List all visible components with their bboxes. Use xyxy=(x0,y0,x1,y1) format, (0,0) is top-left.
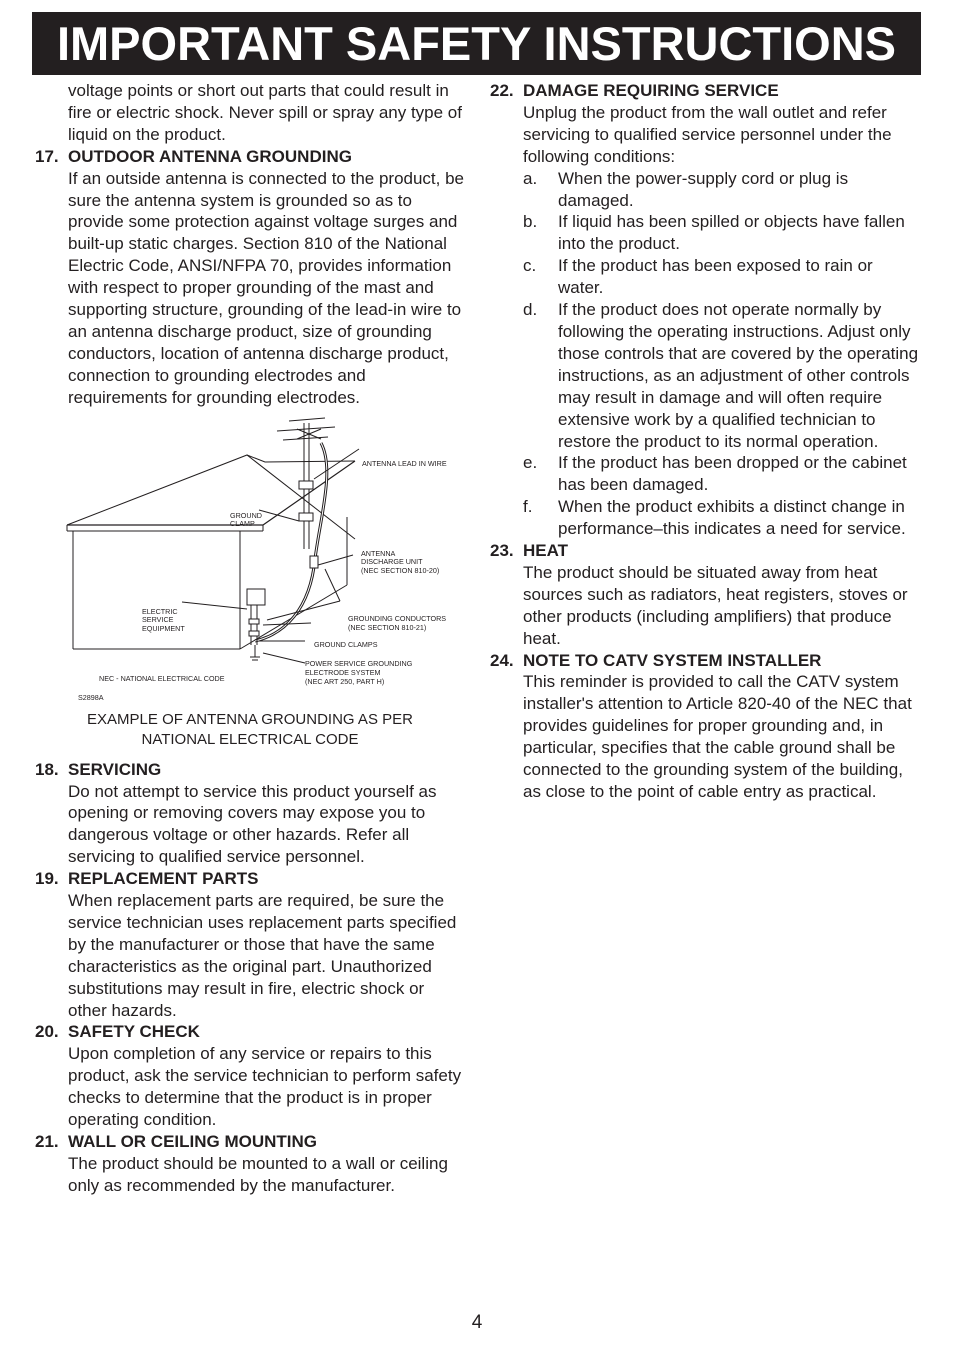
section-heading: SERVICING xyxy=(68,759,162,779)
section-number: 24. xyxy=(490,650,514,670)
condition-text: If liquid has been spilled or objects have fallen into the product. xyxy=(558,212,905,254)
condition-letter: f. xyxy=(523,497,533,517)
section-body: The product should be situated away from heat sources such as radiators, heat registers, stoves or other products (including amplifiers) that produce heat. xyxy=(523,562,908,648)
condition-text: If the product has been exposed to rain or water. xyxy=(558,256,873,298)
figure-caption-line1: EXAMPLE OF ANTENNA GROUNDING AS PER xyxy=(87,710,413,728)
right-column xyxy=(490,80,922,803)
section-heading: DAMAGE REQUIRING SERVICE xyxy=(523,81,779,100)
condition-text: When the power-supply cord or plug is damaged. xyxy=(558,168,849,210)
section-19 xyxy=(35,868,465,1021)
condition-item xyxy=(523,299,922,452)
section-body: When replacement parts are required, be sure the service technician uses replacement parts specified by the manufacturer or those that have the same characteristics as the original part. Unauthorized substitutions may result in fire, electric shock or other hazards. xyxy=(68,891,457,1020)
section-heading: OUTDOOR ANTENNA GROUNDING xyxy=(68,146,352,166)
antenna-grounding-figure xyxy=(35,409,465,759)
condition-item xyxy=(523,211,922,255)
antenna-discharge-unit-label: ANTENNA DISCHARGE UNIT xyxy=(361,548,423,567)
section-heading: SAFETY CHECK xyxy=(68,1022,200,1042)
condition-text: If the product does not operate normally by following the operating instructions. Adjust only those controls that are covered by the operating instructions, as an adjustment of other controls may result in damage and will often require extensive work by a qualified technician to restore the product to its normal operation. xyxy=(558,300,919,451)
section-body: Upon completion of any service or repairs to this product, ask the service technician to perform safety checks to determine that the product is in proper operating condition. xyxy=(68,1044,462,1130)
section-heading: REPLACEMENT PARTS xyxy=(68,869,259,889)
condition-item xyxy=(523,452,922,496)
ground-clamps-label: GROUND CLAMPS xyxy=(314,639,378,649)
section-number: 20. xyxy=(35,1022,59,1042)
section-24 xyxy=(490,650,922,803)
condition-item xyxy=(523,255,922,299)
section-body: The product should be mounted to a wall or ceiling only as recommended by the manufacturer. xyxy=(68,1153,448,1195)
section-17 xyxy=(35,146,465,409)
header-banner xyxy=(32,12,921,75)
section-body: Unplug the product from the wall outlet and refer servicing to qualified service personnel under the following conditions: xyxy=(523,102,892,166)
section-heading: WALL OR CEILING MOUNTING xyxy=(68,1132,318,1151)
section-number: 17. xyxy=(35,146,59,166)
figure-code-label: S2898A xyxy=(78,692,104,702)
condition-letter: a. xyxy=(523,168,538,188)
section-heading: NOTE TO CATV SYSTEM INSTALLER xyxy=(523,650,822,670)
condition-text: If the product has been dropped or the cabinet has been damaged. xyxy=(558,453,907,495)
section-heading: HEAT xyxy=(523,541,569,561)
antenna-lead-in-wire-label: ANTENNA LEAD IN WIRE xyxy=(362,458,447,468)
electrode-system-label: ELECTRODE SYSTEM xyxy=(305,667,381,677)
antenna-discharge-unit-ref: (NEC SECTION 810-20) xyxy=(361,565,440,575)
section-21 xyxy=(35,1131,465,1197)
electric-service-equipment-label: ELECTRIC SERVICE EQUIPMENT xyxy=(142,606,185,633)
figure-caption-line2: NATIONAL ELECTRICAL CODE xyxy=(141,730,359,748)
section-number: 23. xyxy=(490,541,514,561)
section-20 xyxy=(35,1021,465,1131)
condition-letter: b. xyxy=(523,212,538,232)
power-service-grounding-label: POWER SERVICE GROUNDING xyxy=(305,658,413,668)
section-23 xyxy=(490,540,922,650)
section-body: If an outside antenna is connected to the product, be sure the antenna system is grounded so as to provide some protection against voltage surges and built-up static charges. Section 810 of the National Electric Code, ANSI/NFPA 70, provides information with respect to proper grounding of the mast and supporting structure, grounding of the lead-in wire to an antenna discharge product, size of grounding conductors, location of antenna discharge product, connection to grounding electrodes and requirements for grounding electrodes. xyxy=(68,168,465,407)
grounding-conductors-label: GROUNDING CONDUCTORS xyxy=(348,613,447,623)
condition-letter: c. xyxy=(523,256,537,276)
section-body: This reminder is provided to call the CATV system installer's attention to Article 820-40 of the NEC that provides guidelines for proper grounding and, in particular, specifies that the cable ground shall be connected to the grounding system of the building, as close to the point of cable entry as practical. xyxy=(523,672,912,801)
electrode-ref-label: (NEC ART 250, PART H) xyxy=(305,676,385,686)
section-22 xyxy=(490,80,922,540)
grounding-conductors-ref: (NEC SECTION 810-21) xyxy=(348,622,427,632)
continued-text: voltage points or short out parts that could result in fire or electric shock. Never spill or spray any type of liquid on the product. xyxy=(68,81,462,144)
section-number: 21. xyxy=(35,1132,59,1151)
section-number: 19. xyxy=(35,869,59,889)
condition-item xyxy=(523,496,922,540)
condition-letter: e. xyxy=(523,453,538,473)
section-16-continued xyxy=(35,80,465,146)
left-column xyxy=(35,80,465,1197)
page-title: IMPORTANT SAFETY INSTRUCTIONS xyxy=(56,17,897,70)
section-18 xyxy=(35,759,465,869)
ground-clamp-label: GROUND CLAMP xyxy=(230,510,262,529)
section-number: 22. xyxy=(490,81,514,100)
condition-text: When the product exhibits a distinct change in performance–this indicates a need for service. xyxy=(558,497,906,539)
nec-note-label: NEC - NATIONAL ELECTRICAL CODE xyxy=(99,673,225,683)
page-number: 4 xyxy=(471,1312,483,1333)
condition-item xyxy=(523,168,922,212)
condition-letter: d. xyxy=(523,300,538,320)
section-number: 18. xyxy=(35,759,59,779)
section-body: Do not attempt to service this product yourself as opening or removing covers may expose you to dangerous voltage or other hazards. Refer all servicing to qualified service personnel. xyxy=(68,781,437,867)
